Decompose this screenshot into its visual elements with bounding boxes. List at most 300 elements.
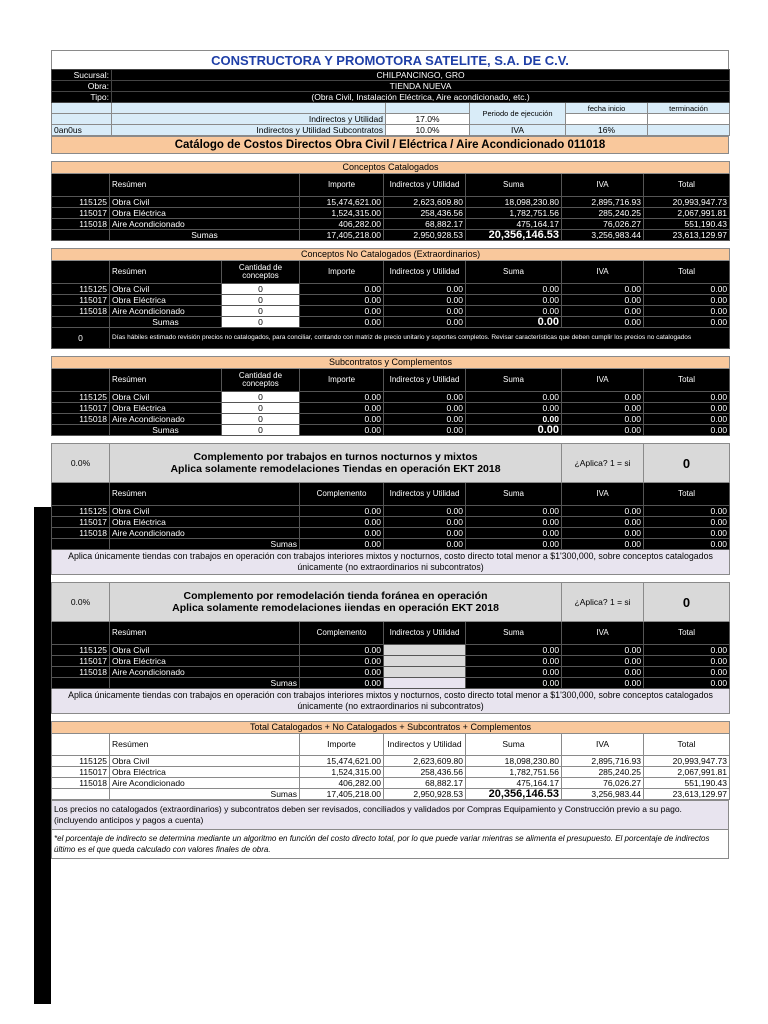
section-title: Conceptos No Catalogados (Extraordinarios) — [52, 249, 730, 261]
sum-indirectos: 0.00 — [384, 425, 466, 436]
row-suma: 0.00 — [466, 306, 562, 317]
sum-total: 0.00 — [644, 539, 730, 550]
sum-cantidad: 0 — [222, 425, 300, 436]
row-total: 0.00 — [644, 667, 730, 678]
row-importe[interactable]: 15,474,621.00 — [300, 197, 384, 208]
sum-suma: 0.00 — [466, 539, 562, 550]
row-iva: 0.00 — [562, 295, 644, 306]
terminacion-value[interactable] — [648, 114, 730, 125]
header-blank — [52, 174, 110, 197]
header-iva: IVA — [562, 261, 644, 284]
fecha-inicio-label: fecha inicio — [566, 103, 648, 114]
row-name: Obra Civil — [110, 392, 222, 403]
row-cantidad[interactable]: 0 — [222, 306, 300, 317]
sums-label: Sumas — [110, 425, 222, 436]
row-name: Aire Acondicionado — [110, 414, 222, 425]
row-indirectos: 2,623,609.80 — [384, 197, 466, 208]
header-iva: IVA — [562, 483, 644, 506]
sums-label: Sumas — [110, 539, 300, 550]
row-cantidad[interactable]: 0 — [222, 295, 300, 306]
tipo-value[interactable]: (Obra Civil, Instalación Eléctrica, Aire acondicionado, etc.) — [112, 92, 730, 103]
row-importe[interactable]: 0.00 — [300, 403, 384, 414]
table-row — [52, 306, 730, 317]
row-iva: 0.00 — [562, 667, 644, 678]
header-resumen: Resúmen — [110, 369, 222, 392]
terminacion-label: terminación — [648, 103, 730, 114]
row-suma: 475,164.17 — [466, 219, 562, 230]
header-blank — [52, 734, 110, 756]
row-code: 115017 — [52, 403, 110, 414]
section-totales — [51, 721, 730, 800]
row-name: Obra Eléctrica — [110, 517, 300, 528]
row-name: Aire Acondicionado — [110, 219, 300, 230]
table-row — [52, 295, 730, 306]
sum-total: 0.00 — [644, 317, 730, 328]
header-indirectos: Indirectos y Utilidad — [384, 369, 466, 392]
sums-row — [52, 539, 730, 550]
complement-notice: Aplica únicamente tiendas con trabajos en operación con trabajos interiores mixtos y nocturnos, costo directo total menor a $1'300,000, sobre conceptos catalogados únicamente (no extraordinarios ni subcontratos) — [52, 550, 730, 575]
header-resumen: Resúmen — [110, 734, 300, 756]
row-indirectos: 0.00 — [384, 392, 466, 403]
row-name: Obra Eléctrica — [110, 767, 300, 778]
sums-blank — [52, 678, 110, 689]
header-blank — [52, 369, 110, 392]
row-total: 20,993,947.73 — [644, 197, 730, 208]
sum-importe: 17,405,218.00 — [300, 789, 384, 800]
cost-sheet — [51, 50, 729, 859]
row-iva: 0.00 — [562, 645, 644, 656]
sum-suma: 0.00 — [466, 317, 562, 328]
row-suma: 0.00 — [466, 295, 562, 306]
subcontratos-label: Indirectos y Utilidad Subcontratos — [112, 125, 386, 136]
complement-notice: Aplica únicamente tiendas con trabajos en operación con trabajos interiores mixtos y nocturnos, costo directo total menor a $1'300,000, sobre conceptos catalogados únicamente (no extraordinarios ni subcontratos) — [52, 689, 730, 714]
tipo-label: Tipo: — [52, 92, 112, 103]
header-indirectos: Indirectos y Utilidad — [384, 174, 466, 197]
row-code: 115018 — [52, 778, 110, 789]
info-code: 0an0us — [52, 125, 112, 136]
sums-row — [52, 425, 730, 436]
row-suma: 0.00 — [466, 517, 562, 528]
row-code: 115017 — [52, 656, 110, 667]
row-suma: 18,098,230.80 — [466, 756, 562, 767]
row-iva: 0.00 — [562, 284, 644, 295]
sums-blank — [52, 539, 110, 550]
row-suma: 0.00 — [466, 528, 562, 539]
row-indirectos: 0.00 — [384, 403, 466, 414]
sums-blank — [52, 789, 110, 800]
row-indirectos-blank — [384, 645, 466, 656]
row-suma: 475,164.17 — [466, 778, 562, 789]
header-indirectos: Indirectos y Utilidad — [384, 734, 466, 756]
row-code: 115018 — [52, 414, 110, 425]
table-row — [52, 284, 730, 295]
indirectos-label: Indirectos y Utilidad — [112, 114, 386, 125]
row-iva: 0.00 — [562, 656, 644, 667]
row-cantidad[interactable]: 0 — [222, 414, 300, 425]
aplica-label: ¿Aplica? 1 = si — [562, 444, 644, 483]
row-total: 0.00 — [644, 414, 730, 425]
section-subcontratos — [51, 356, 730, 436]
sum-importe: 0.00 — [300, 425, 384, 436]
row-importe[interactable]: 0.00 — [300, 414, 384, 425]
row-iva: 76,026.27 — [562, 778, 644, 789]
header-resumen: Resúmen — [110, 174, 300, 197]
table-row — [52, 756, 730, 767]
sum-suma: 0.00 — [466, 678, 562, 689]
validation-note: Los precios no catalogados (extraordinarios) y subcontratos deben ser revisados, conciliados y validados por Compras Equipamiento y Construcción previo a su pago. (incluyendo anticipos y pagos a cuenta) — [51, 800, 729, 830]
row-total: 2,067,991.81 — [644, 767, 730, 778]
sum-suma: 20,356,146.53 — [466, 230, 562, 241]
section-complemento-foranea — [51, 582, 730, 714]
header-importe: Importe — [300, 174, 384, 197]
header-total: Total — [644, 261, 730, 284]
sum-iva: 0.00 — [562, 317, 644, 328]
indirectos-value[interactable]: 17.0% — [386, 114, 470, 125]
row-code: 115125 — [52, 756, 110, 767]
row-total: 0.00 — [644, 528, 730, 539]
row-iva: 0.00 — [562, 506, 644, 517]
catalog-title: Catálogo de Costos Directos Obra Civil / Eléctrica / Aire Acondicionado 011018 — [51, 136, 729, 154]
header-iva: IVA — [562, 174, 644, 197]
row-iva: 285,240.25 — [562, 208, 644, 219]
section-catalogados — [51, 161, 730, 241]
row-indirectos: 0.00 — [384, 414, 466, 425]
table-row — [52, 667, 730, 678]
row-total: 0.00 — [644, 392, 730, 403]
row-iva: 76,026.27 — [562, 219, 644, 230]
row-iva: 0.00 — [562, 528, 644, 539]
row-iva: 0.00 — [562, 517, 644, 528]
obra-label: Obra: — [52, 81, 112, 92]
sums-label: Sumas — [110, 678, 300, 689]
complement-percent: 0.0% — [52, 583, 110, 622]
header-total: Total — [644, 622, 730, 645]
sum-iva: 0.00 — [562, 425, 644, 436]
header-blank — [52, 261, 110, 284]
row-total: 0.00 — [644, 645, 730, 656]
info-table — [51, 69, 730, 136]
row-complemento: 0.00 — [300, 656, 384, 667]
row-complemento: 0.00 — [300, 645, 384, 656]
row-name: Obra Civil — [110, 197, 300, 208]
sum-total: 23,613,129.97 — [644, 789, 730, 800]
sums-label: Sumas — [110, 789, 300, 800]
complement-title-line2: Aplica solamente remodelaciones iiendas en operación EKT 2018 — [172, 602, 499, 614]
row-suma: 0.00 — [466, 403, 562, 414]
header-suma: Suma — [466, 369, 562, 392]
sums-row — [52, 230, 730, 241]
row-iva: 2,895,716.93 — [562, 756, 644, 767]
sum-complemento: 0.00 — [300, 539, 384, 550]
row-indirectos: 0.00 — [384, 306, 466, 317]
subcontratos-value[interactable]: 10.0% — [386, 125, 470, 136]
row-indirectos: 0.00 — [384, 506, 466, 517]
sums-row — [52, 317, 730, 328]
sums-label: Sumas — [110, 230, 300, 241]
company-name: CONSTRUCTORA Y PROMOTORA SATELITE, S.A. DE C.V. — [51, 50, 729, 69]
row-total: 551,190.43 — [644, 778, 730, 789]
header-indirectos: Indirectos y Utilidad — [384, 261, 466, 284]
header-suma: Suma — [466, 174, 562, 197]
row-code: 115017 — [52, 517, 110, 528]
row-iva: 2,895,716.93 — [562, 197, 644, 208]
row-iva: 0.00 — [562, 392, 644, 403]
row-total: 0.00 — [644, 295, 730, 306]
row-cantidad[interactable]: 0 — [222, 392, 300, 403]
row-name: Aire Acondicionado — [110, 528, 300, 539]
sum-suma: 0.00 — [466, 425, 562, 436]
row-iva: 0.00 — [562, 403, 644, 414]
aplica-value[interactable]: 0 — [644, 583, 730, 622]
row-suma: 0.00 — [466, 667, 562, 678]
header-indirectos: Indirectos y Utilidad — [384, 483, 466, 506]
row-suma: 0.00 — [466, 392, 562, 403]
table-row — [52, 219, 730, 230]
row-code: 115018 — [52, 528, 110, 539]
row-indirectos: 258,436.56 — [384, 208, 466, 219]
row-cantidad[interactable]: 0 — [222, 403, 300, 414]
row-total: 2,067,991.81 — [644, 208, 730, 219]
sum-indirectos-blank — [384, 678, 466, 689]
table-row — [52, 517, 730, 528]
header-importe: Importe — [300, 369, 384, 392]
sum-total: 23,613,129.97 — [644, 230, 730, 241]
sum-importe: 0.00 — [300, 317, 384, 328]
days-row — [52, 328, 730, 349]
sucursal-label: Sucursal: — [52, 70, 112, 81]
header-resumen: Resúmen — [110, 483, 300, 506]
row-total: 0.00 — [644, 517, 730, 528]
row-iva: 0.00 — [562, 306, 644, 317]
section-complemento-nocturno — [51, 443, 730, 575]
row-name: Obra Civil — [110, 506, 300, 517]
row-importe[interactable]: 0.00 — [300, 284, 384, 295]
row-suma: 0.00 — [466, 284, 562, 295]
row-indirectos: 2,623,609.80 — [384, 756, 466, 767]
obra-value[interactable]: TIENDA NUEVA — [112, 81, 730, 92]
row-name: Aire Acondicionado — [110, 306, 222, 317]
row-suma: 1,782,751.56 — [466, 767, 562, 778]
sum-cantidad: 0 — [222, 317, 300, 328]
row-indirectos: 68,882.17 — [384, 778, 466, 789]
row-name: Obra Civil — [110, 756, 300, 767]
header-iva: IVA — [562, 734, 644, 756]
sum-complemento: 0.00 — [300, 678, 384, 689]
row-code: 115018 — [52, 667, 110, 678]
header-indirectos: Indirectos y Utilidad — [384, 622, 466, 645]
table-row — [52, 528, 730, 539]
sum-iva: 0.00 — [562, 678, 644, 689]
table-row — [52, 414, 730, 425]
row-total: 551,190.43 — [644, 219, 730, 230]
row-suma: 1,782,751.56 — [466, 208, 562, 219]
row-complemento: 0.00 — [300, 528, 384, 539]
info-blank — [112, 103, 386, 114]
row-code: 115125 — [52, 197, 110, 208]
row-code: 115017 — [52, 767, 110, 778]
row-total: 0.00 — [644, 403, 730, 414]
row-code: 115125 — [52, 284, 110, 295]
row-code: 115017 — [52, 295, 110, 306]
header-resumen: Resúmen — [110, 622, 300, 645]
aplica-value[interactable]: 0 — [644, 444, 730, 483]
row-importe[interactable]: 0.00 — [300, 295, 384, 306]
row-suma: 0.00 — [466, 506, 562, 517]
table-row — [52, 506, 730, 517]
row-name: Obra Civil — [110, 645, 300, 656]
complement-title-line1: Complemento por remodelación tienda foránea en operación — [183, 590, 488, 602]
complement-title — [110, 444, 562, 483]
row-importe: 15,474,621.00 — [300, 756, 384, 767]
sum-iva: 0.00 — [562, 539, 644, 550]
header-total: Total — [644, 369, 730, 392]
sum-iva: 3,256,983.44 — [562, 789, 644, 800]
indirect-footnote: *el porcentaje de indirecto se determina mediante un algoritmo en función del costo directo total, por lo que puede variar mientras se alimenta el presupuesto. El porcentaje de indirectos último es el que queda calculado con valores finales de obra. — [51, 830, 729, 859]
row-complemento: 0.00 — [300, 506, 384, 517]
row-total: 0.00 — [644, 306, 730, 317]
row-indirectos-blank — [384, 656, 466, 667]
periodo-label: Periodo de ejecución — [470, 103, 566, 125]
header-complemento: Complemento — [300, 622, 384, 645]
row-indirectos: 0.00 — [384, 517, 466, 528]
row-code: 115018 — [52, 219, 110, 230]
row-code: 115017 — [52, 208, 110, 219]
row-importe: 406,282.00 — [300, 778, 384, 789]
row-code: 115018 — [52, 306, 110, 317]
row-importe[interactable]: 1,524,315.00 — [300, 208, 384, 219]
header-resumen: Resúmen — [110, 261, 222, 284]
table-row — [52, 208, 730, 219]
header-suma: Suma — [466, 622, 562, 645]
table-row — [52, 645, 730, 656]
row-name: Obra Eléctrica — [110, 656, 300, 667]
row-code: 115125 — [52, 506, 110, 517]
table-row — [52, 778, 730, 789]
sum-suma: 20,356,146.53 — [466, 789, 562, 800]
fecha-inicio-value[interactable] — [566, 114, 648, 125]
header-cantidad: Cantidad de conceptos — [222, 369, 300, 392]
table-row — [52, 656, 730, 667]
sum-indirectos: 2,950,928.53 — [384, 789, 466, 800]
row-name: Aire Acondicionado — [110, 778, 300, 789]
sum-indirectos: 0.00 — [384, 317, 466, 328]
info-blank — [386, 103, 470, 114]
row-importe[interactable]: 0.00 — [300, 392, 384, 403]
sum-total: 0.00 — [644, 425, 730, 436]
sums-row — [52, 678, 730, 689]
header-suma: Suma — [466, 734, 562, 756]
row-iva: 285,240.25 — [562, 767, 644, 778]
left-dark-border — [34, 507, 51, 1004]
row-name: Obra Eléctrica — [110, 295, 222, 306]
row-total: 0.00 — [644, 284, 730, 295]
table-row — [52, 197, 730, 208]
section-title: Total Catalogados + No Catalogados + Subcontratos + Complementos — [52, 722, 730, 734]
section-title: Subcontratos y Complementos — [52, 357, 730, 369]
row-indirectos: 0.00 — [384, 295, 466, 306]
row-indirectos: 258,436.56 — [384, 767, 466, 778]
table-row — [52, 767, 730, 778]
header-total: Total — [644, 174, 730, 197]
header-importe: Importe — [300, 261, 384, 284]
row-iva: 0.00 — [562, 414, 644, 425]
row-indirectos: 0.00 — [384, 528, 466, 539]
sums-blank — [52, 425, 110, 436]
sum-indirectos: 2,950,928.53 — [384, 230, 466, 241]
aplica-label: ¿Aplica? 1 = si — [562, 583, 644, 622]
row-suma: 18,098,230.80 — [466, 197, 562, 208]
sums-blank — [52, 317, 110, 328]
table-row — [52, 392, 730, 403]
header-total: Total — [644, 483, 730, 506]
header-complemento: Complemento — [300, 483, 384, 506]
row-importe[interactable]: 0.00 — [300, 306, 384, 317]
row-indirectos-blank — [384, 667, 466, 678]
row-name: Aire Acondicionado — [110, 667, 300, 678]
row-name: Obra Eléctrica — [110, 403, 222, 414]
header-suma: Suma — [466, 483, 562, 506]
row-total: 20,993,947.73 — [644, 756, 730, 767]
row-total: 0.00 — [644, 506, 730, 517]
row-complemento: 0.00 — [300, 517, 384, 528]
row-cantidad[interactable]: 0 — [222, 284, 300, 295]
sums-row — [52, 789, 730, 800]
sum-importe: 17,405,218.00 — [300, 230, 384, 241]
complement-title — [110, 583, 562, 622]
row-suma: 0.00 — [466, 645, 562, 656]
header-cantidad: Cantidad de conceptos — [222, 261, 300, 284]
iva-label: IVA — [470, 125, 566, 136]
table-row — [52, 403, 730, 414]
days-value[interactable]: 0 — [52, 328, 110, 349]
row-suma: 0.00 — [466, 414, 562, 425]
row-importe: 1,524,315.00 — [300, 767, 384, 778]
iva-value[interactable]: 16% — [566, 125, 648, 136]
days-text: Días hábiles estimado revisión precios no catalogados, para conciliar, contando con matriz de precio unitario y soportes completos. Revisar características que deben cumplir los precios no catalogados — [110, 328, 730, 349]
row-name: Obra Civil — [110, 284, 222, 295]
info-blank — [648, 125, 730, 136]
section-no-catalogados — [51, 248, 730, 349]
row-suma: 0.00 — [466, 656, 562, 667]
header-total: Total — [644, 734, 730, 756]
row-indirectos: 0.00 — [384, 284, 466, 295]
header-suma: Suma — [466, 261, 562, 284]
info-blank — [52, 114, 112, 125]
section-title: Conceptos Catalogados — [52, 162, 730, 174]
complement-title-line2: Aplica solamente remodelaciones Tiendas en operación EKT 2018 — [170, 463, 501, 475]
sums-label: Sumas — [110, 317, 222, 328]
row-complemento: 0.00 — [300, 667, 384, 678]
sum-total: 0.00 — [644, 678, 730, 689]
row-indirectos: 68,882.17 — [384, 219, 466, 230]
row-importe[interactable]: 406,282.00 — [300, 219, 384, 230]
complement-percent: 0.0% — [52, 444, 110, 483]
header-blank — [52, 622, 110, 645]
sum-indirectos: 0.00 — [384, 539, 466, 550]
sucursal-value[interactable]: CHILPANCINGO, GRO — [112, 70, 730, 81]
header-iva: IVA — [562, 622, 644, 645]
header-blank — [52, 483, 110, 506]
header-iva: IVA — [562, 369, 644, 392]
row-code: 115125 — [52, 392, 110, 403]
info-blank — [52, 103, 112, 114]
complement-title-line1: Complemento por trabajos en turnos nocturnos y mixtos — [193, 451, 478, 463]
header-importe: Importe — [300, 734, 384, 756]
sums-blank — [52, 230, 110, 241]
sum-iva: 3,256,983.44 — [562, 230, 644, 241]
row-name: Obra Eléctrica — [110, 208, 300, 219]
row-total: 0.00 — [644, 656, 730, 667]
